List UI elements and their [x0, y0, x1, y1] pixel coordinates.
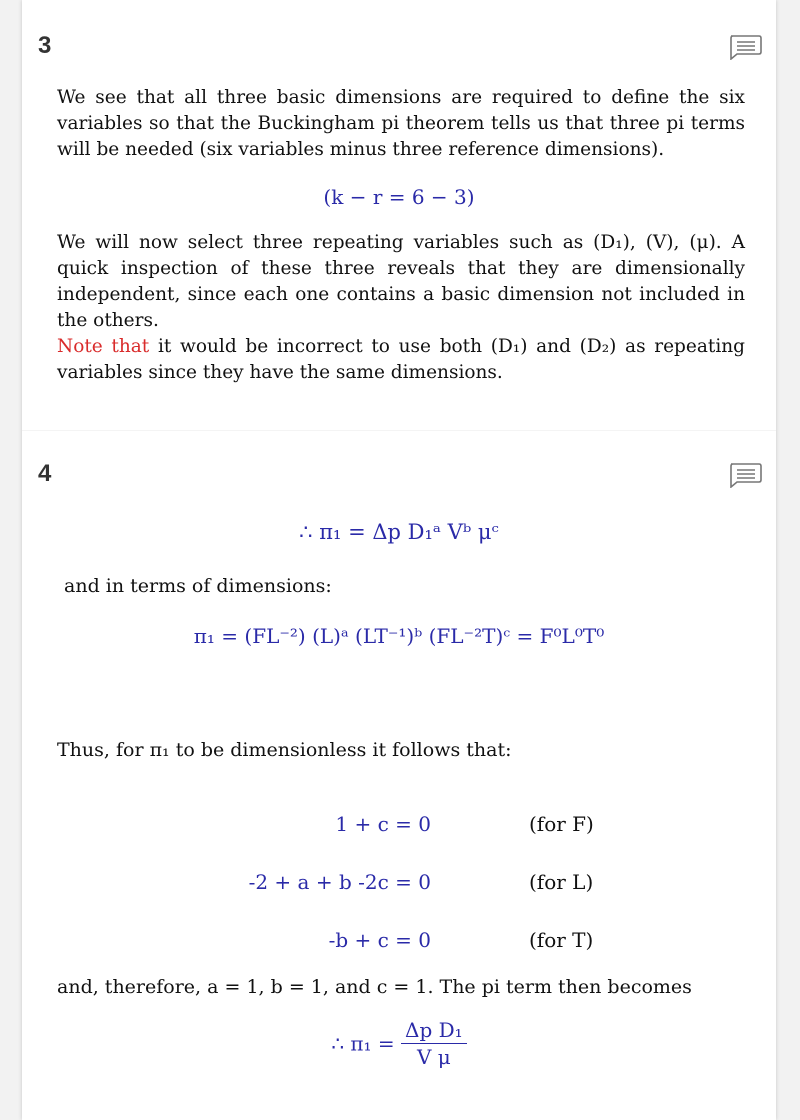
- fraction-denominator: V μ: [416, 1045, 451, 1069]
- solution-card: [22, 0, 776, 1120]
- equation-label: (for T): [529, 928, 594, 952]
- step3-paragraph-1: [57, 85, 745, 163]
- step3-note: [57, 334, 745, 386]
- paragraph-text: We will now select three repeating variables such as (D₁), (V), (μ). A quick inspection of these three reveals that they are dimensionally independent, since each one contains a basic dimension not included in the others.: [57, 232, 745, 331]
- step-number: 3: [38, 32, 52, 59]
- equation-lhs: -2 + a + b -2c = 0: [248, 870, 431, 894]
- equation-label: (for L): [529, 870, 594, 894]
- fraction-numerator: Δp D₁: [401, 1018, 467, 1044]
- note-text: it would be incorrect to use both (D₁) and (D₂) as repeating variables since they have the same dimensions.: [57, 336, 745, 383]
- step3-paragraph-2: [57, 230, 745, 334]
- paragraph-text: We see that all three basic dimensions are required to define the six variables so that the Buckingham pi theorem tells us that three pi terms will be needed (six variables minus three reference dimensions).: [57, 87, 745, 160]
- dims-intro: and in terms of dimensions:: [64, 575, 332, 597]
- equation-k-minus-r: (k − r = 6 − 3): [323, 185, 475, 209]
- final-eq-lhs: ∴ π₁ =: [331, 1031, 395, 1056]
- conclusion-text: and, therefore, a = 1, b = 1, and c = 1. The pi term then becomes: [57, 976, 692, 998]
- equation-lhs: 1 + c = 0: [335, 812, 431, 836]
- comment-icon[interactable]: [728, 34, 762, 60]
- section-divider: [22, 430, 776, 431]
- pi1-definition: ∴ π₁ = Δp D₁ᵃ Vᵇ μᶜ: [299, 520, 499, 544]
- equation-label: (for F): [529, 812, 594, 836]
- note-label: Note that: [57, 336, 150, 357]
- pi1-dimensions-equation: π₁ = (FL⁻²) (L)ᵃ (LT⁻¹)ᵇ (FL⁻²T)ᶜ = F⁰L⁰T⁰: [193, 624, 605, 648]
- comment-icon[interactable]: [728, 462, 762, 488]
- thus-text: Thus, for π₁ to be dimensionless it follows that:: [57, 739, 512, 761]
- final-pi1-equation: [22, 1018, 776, 1069]
- fraction: [401, 1018, 467, 1069]
- step-number: 4: [38, 460, 52, 487]
- equation-lhs: -b + c = 0: [328, 928, 431, 952]
